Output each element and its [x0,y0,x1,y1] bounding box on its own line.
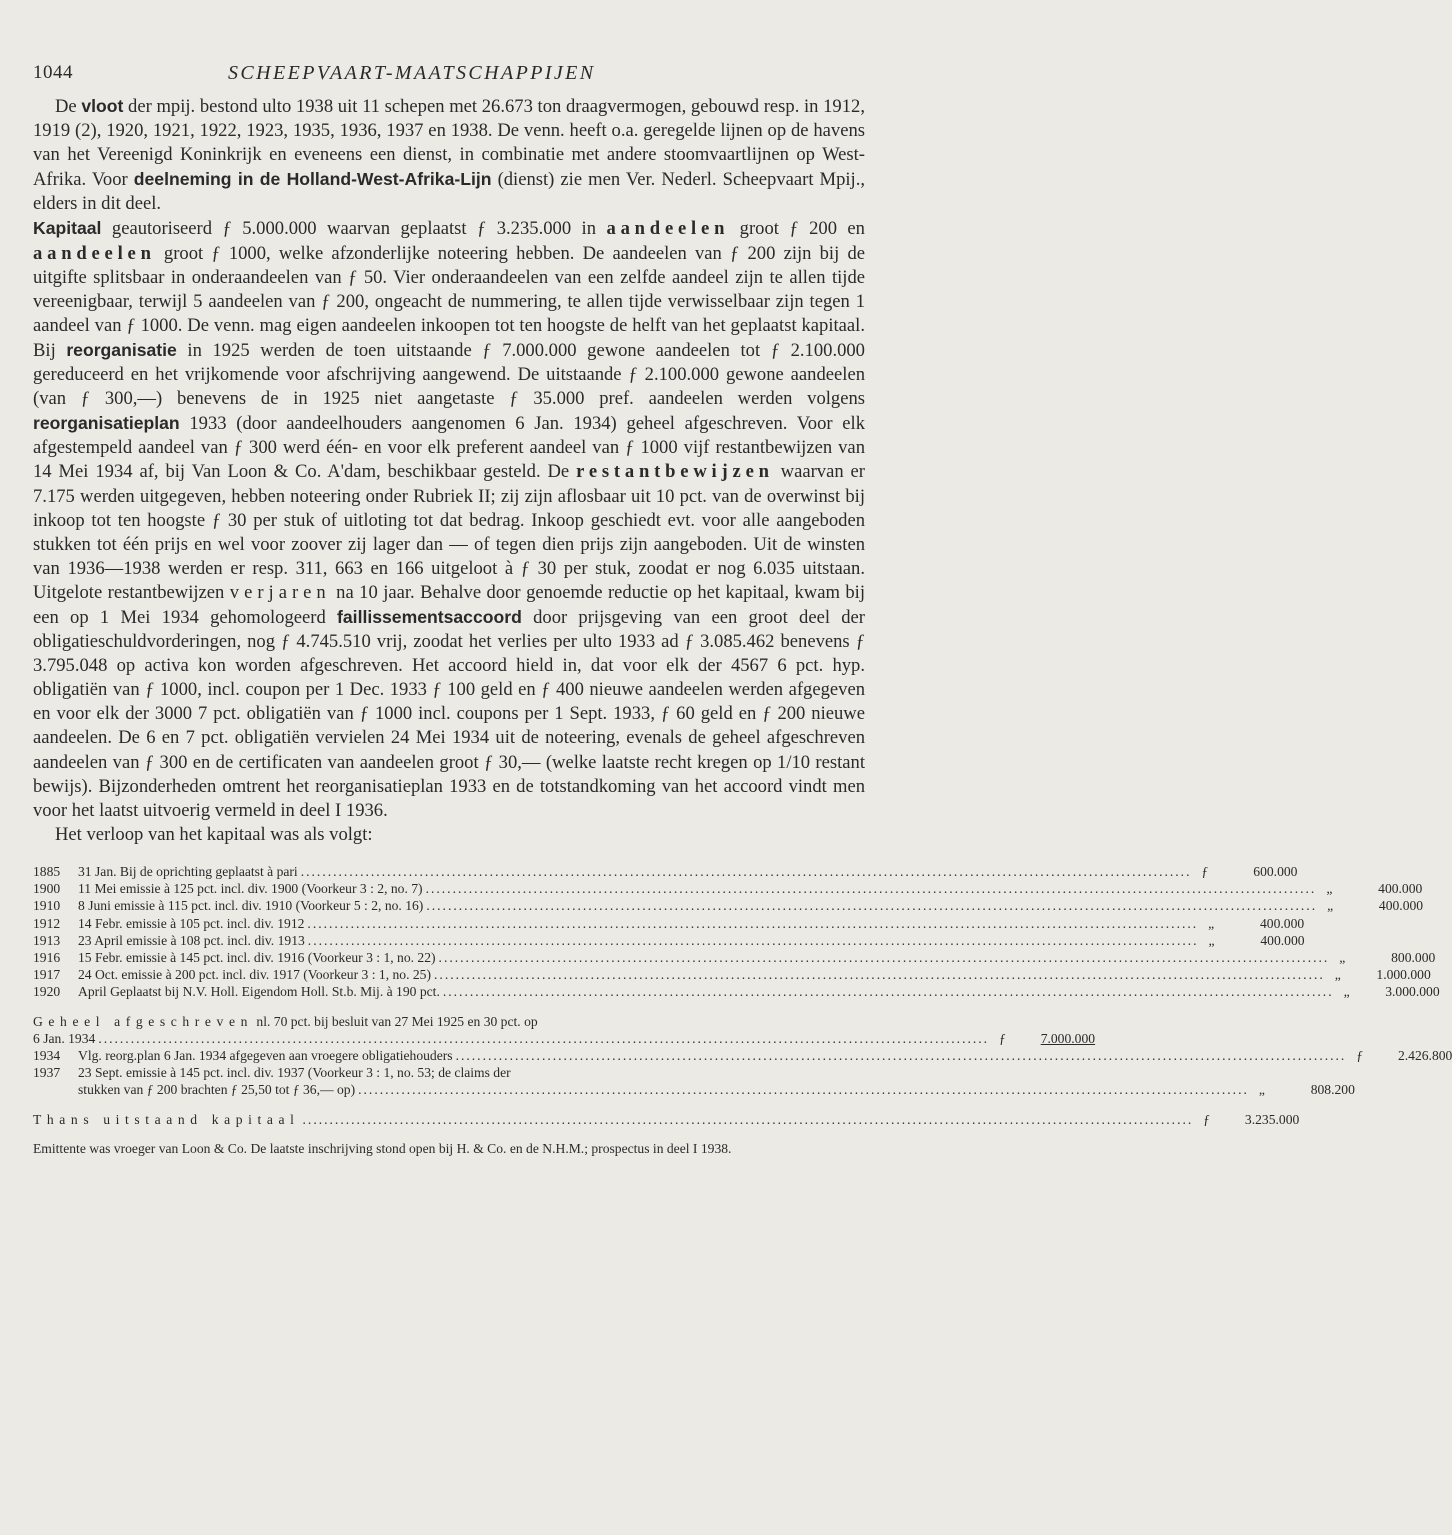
row-amount: 400.000 [1260,932,1305,948]
row-description: 24 Oct. emissie à 200 pct. incl. div. 1917 (Voorkeur 3 : 1, no. 25) [78,967,432,983]
term-reorganisatieplan: reorganisatieplan [33,413,180,434]
row-description: 14 Febr. emissie à 105 pct. incl. div. 1912 [78,915,305,931]
row-year: 1917 [33,967,61,983]
table-row: 1885 31 Jan. Bij de oprichting geplaatst à pari ..................................................................................................................................................................... ƒ 600.000 [33,863,1298,879]
table-row: 1900 11 Mei emissie à 125 pct. incl. div. 1900 (Voorkeur 3 : 2, no. 7) ..................................................................................................................................................................... „ 400.000 [33,881,1423,897]
term-reorganisatie: reorganisatie [66,339,177,360]
running-title: SCHEEPVAART-MAATSCHAPPIJEN [228,62,596,84]
table-row: 1920 April Geplaatst bij N.V. Holl. Eigendom Holl. St.b. Mij. à 190 pct. ..................................................................................................................................................................... „ 3.000.000 [33,984,1440,1000]
table-row: 1912 14 Febr. emissie à 105 pct. incl. div. 1912 ..................................................................................................................................................................... „ 400.000 [33,915,1305,931]
row-year: 1912 [33,915,61,931]
table-row: 1910 8 Juni emissie à 115 pct. incl. div. 1910 (Voorkeur 5 : 2, no. 16) ..................................................................................................................................................................... „ 400.000 [33,898,1424,914]
row-description: 11 Mei emissie à 125 pct. incl. div. 1900 (Voorkeur 3 : 2, no. 7) [78,881,423,897]
row-year: 1885 [33,863,61,879]
row-amount: 400.000 [1259,915,1305,931]
row-amount: 400.000 [1378,898,1424,914]
table-row: 1917 24 Oct. emissie à 200 pct. incl. div. 1917 (Voorkeur 3 : 1, no. 25) ..................................................................................................................................................................... „ 1.000.000 [33,967,1431,983]
table-row: 1934 Vlg. reorg.plan 6 Jan. 1934 afgegeven aan vroegere obligatiehouders ..................................................................................................................................................................... ƒ 2.426.800 [33,1047,1452,1063]
row-description: 8 Juni emissie à 115 pct. incl. div. 1910 (Voorkeur 5 : 2, no. 16) [78,898,424,914]
total-label: Thans uitstaand kapitaal [33,1111,300,1127]
body-text [33,94,865,847]
table-row-1937-cont: stukken van ƒ 200 brachten ƒ 25,50 tot ƒ 36,— op) ..................................................................................................................................................................... „ 808.200 [78,1082,1355,1098]
row-description: April Geplaatst bij N.V. Holl. Eigendom Holl. St.b. Mij. à 190 pct. [78,984,440,1000]
table-row: 1913 23 April emissie à 108 pct. incl. div. 1913 ..................................................................................................................................................................... „ 400.000 [33,932,1305,948]
term-restantbewijzen: restantbewijzen [576,461,774,483]
term-faillissementsaccoord: faillissementsaccoord [337,606,522,627]
row-year: 1900 [33,881,61,897]
row-year: 1920 [33,984,61,1000]
total-row: Thans uitstaand kapitaal ..................................................................................................................................................................... ƒ 3.235.000 [33,1111,1300,1127]
row-year: 1916 [33,949,61,965]
page-number: 1044 [33,62,73,83]
capital-paragraph: Kapitaal geautoriseerd ƒ 5.000.000 waarvan geplaatst ƒ 3.235.000 in aandeelen groot ƒ 200 en aandeelen groot ƒ 1000, welke afzonderlijke noteering hebben. De aandeelen van ƒ 200 zijn bij de uitgifte splitsbaar in onderaandeelen van ƒ 50. Vier onderaandeelen van een zelfde aandeel zijn te allen tijde vereenigbaar, terwijl 5 aandeelen van ƒ 200, ongeacht de nummering, te allen tijde verwisselbaar zijn tegen 1 aandeel van ƒ 1000. De venn. mag eigen aandeelen inkoopen tot ten hoogste de helft van het geplaatst kapitaal. Bij reorganisatie in 1925 werden de toen uitstaande ƒ 7.000.000 gewone aandeelen tot ƒ 2.100.000 gereduceerd en het vrijkomende voor afschrijving aangewend. De uitstaande ƒ 2.100.000 gewone aandeelen (van ƒ 300,—) benevens de in 1925 niet aangetaste ƒ 35.000 pref. aandeelen werden volgens reorganisatieplan 1933 (door aandeelhouders aangenomen 6 Jan. 1934) geheel afgeschreven. Voor elk afgestempeld aandeel van ƒ 300 werd één- en voor elk preferent aandeel van ƒ 1000 vijf restantbewijzen van 14 Mei 1934 af, bij Van Loon & Co. A'dam, beschikbaar gesteld. De restantbewijzen waarvan er 7.175 werden uitgegeven, hebben noteering onder Rubriek II; zij zijn aflosbaar uit 10 pct. van de overwinst bij inkoop tot ten hoogste ƒ 30 per stuk of uitloting tot dat bedrag. Inkoop geschiedt evt. voor alle aangeboden stukken tot één prijs en wel voor zoover zij lager dan — of tegen dien prijs zijn aangeboden. Uit de winsten van 1936—1938 werden er resp. 311, 663 en 166 uitgeloot à ƒ 30 per stuk, zoodat er nog 6.035 uitstaan. Uitgelote restantbewijzen verjaren na 10 jaar. Behalve door genoemde reductie op het kapitaal, kwam bij een op 1 Mei 1934 gehomologeerd faillissementsaccoord door prijsgeving van een groot deel der obligatieschuldvorderingen, nog ƒ 4.745.510 vrij, zoodat het verlies per ulto 1933 ad ƒ 3.085.462 benevens ƒ 3.795.048 op activa kon worden afgeschreven. Het accoord hield in, dat voor elk der 4567 6 pct. hyp. obligatiën van ƒ 1000, incl. coupon per 1 Dec. 1933 ƒ 100 geld en ƒ 400 nieuwe aandeelen werden afgegeven en voor elk der 3000 7 pct. obligatiën van ƒ 1000 incl. coupons per 1 Sept. 1933, ƒ 60 geld en ƒ 200 nieuwe aandeelen. De 6 en 7 pct. obligatiën vervielen 24 Mei 1934 uit de noteering, evenals de geheel afgeschreven aandeelen van ƒ 300 en de certificaten van aandeelen groot ƒ 30,— (welke laatste recht kregen op 1/10 restant bewijs). Bijzonderheden omtrent het reorganisatieplan 1933 en de totstandkoming van het accoord vindt men voor het laatst uitvoerig vermeld in deel I 1936. [33,218,866,821]
row-amount: 800.000 [1391,949,1436,965]
row-description: 23 April emissie à 108 pct. incl. div. 1913 [78,932,305,948]
fleet-paragraph: De vloot der mpij. bestond ulto 1938 uit 11 schepen met 26.673 ton draagvermogen, gebouwd resp. in 1912, 1919 (2), 1920, 1921, 1922, 1923, 1935, 1936, 1937 en 1938. De venn. heeft o.a. geregelde lijnen op de havens van het Vereenigd Koninkrijk en eveneens een dienst, in combinatie met andere stoomvaartlijnen op West-Afrika. Voor deelneming in de Holland-West-Afrika-Lijn (dienst) zie men Ver. Nederl. Scheepvaart Mpij., elders in dit deel. [33,96,865,215]
row-description: Vlg. reorg.plan 6 Jan. 1934 afgegeven aan vroegere obligatiehouders [78,1047,453,1063]
row-year: 1910 [33,898,61,914]
row-amount: 2.426.800 [1397,1047,1452,1063]
written-off-row-2: 6 Jan. 1934 ..................................................................................................................................................................... ƒ 7.000.000 [33,1030,1096,1046]
written-off-amount: 7.000.000 [1040,1030,1096,1046]
row-amount: 600.000 [1253,863,1298,879]
page-header [33,62,865,88]
row-year: 1934 [33,1047,61,1063]
row-description: 15 Febr. emissie à 145 pct. incl. div. 1916 (Voorkeur 3 : 1, no. 22) [78,949,436,965]
written-off-row: Geheel afgeschreven nl. 70 pct. bij besluit van 27 Mei 1925 en 30 pct. op [33,1013,538,1029]
row-year: 1913 [33,932,61,948]
table-row-1937: 1937 23 Sept. emissie à 145 pct. incl. div. 1937 (Voorkeur 3 : 1, no. 53; de claims der [33,1065,511,1081]
term-aandeelen-1: aandeelen [606,218,730,240]
footer-note: Emittente was vroeger van Loon & Co. De laatste inschrijving stond open bij H. & Co. en de N.H.M.; prospectus in deel I 1938. [33,1140,732,1156]
term-kapitaal: Kapitaal [33,218,102,239]
term-deelneming: deelneming in de Holland-West-Afrika-Lijn [133,169,492,190]
row-amount: 400.000 [1378,881,1423,897]
written-off-label: Geheel afgeschreven [33,1013,253,1029]
row-amount: 1.000.000 [1376,967,1431,983]
row-amount: 3.000.000 [1385,984,1440,1000]
term-verjaren: verjaren [229,581,331,603]
table-intro: Het verloop van het kapitaal was als volgt: [55,823,373,845]
term-vloot: vloot [81,96,124,116]
term-aandeelen-2: aandeelen [33,242,156,264]
row-description: 31 Jan. Bij de oprichting geplaatst à pari [78,863,298,879]
total-amount: 3.235.000 [1244,1111,1300,1127]
capital-history-table [33,863,1452,1128]
table-row: 1916 15 Febr. emissie à 145 pct. incl. div. 1916 (Voorkeur 3 : 1, no. 22) ..................................................................................................................................................................... „ 800.000 [33,949,1436,965]
